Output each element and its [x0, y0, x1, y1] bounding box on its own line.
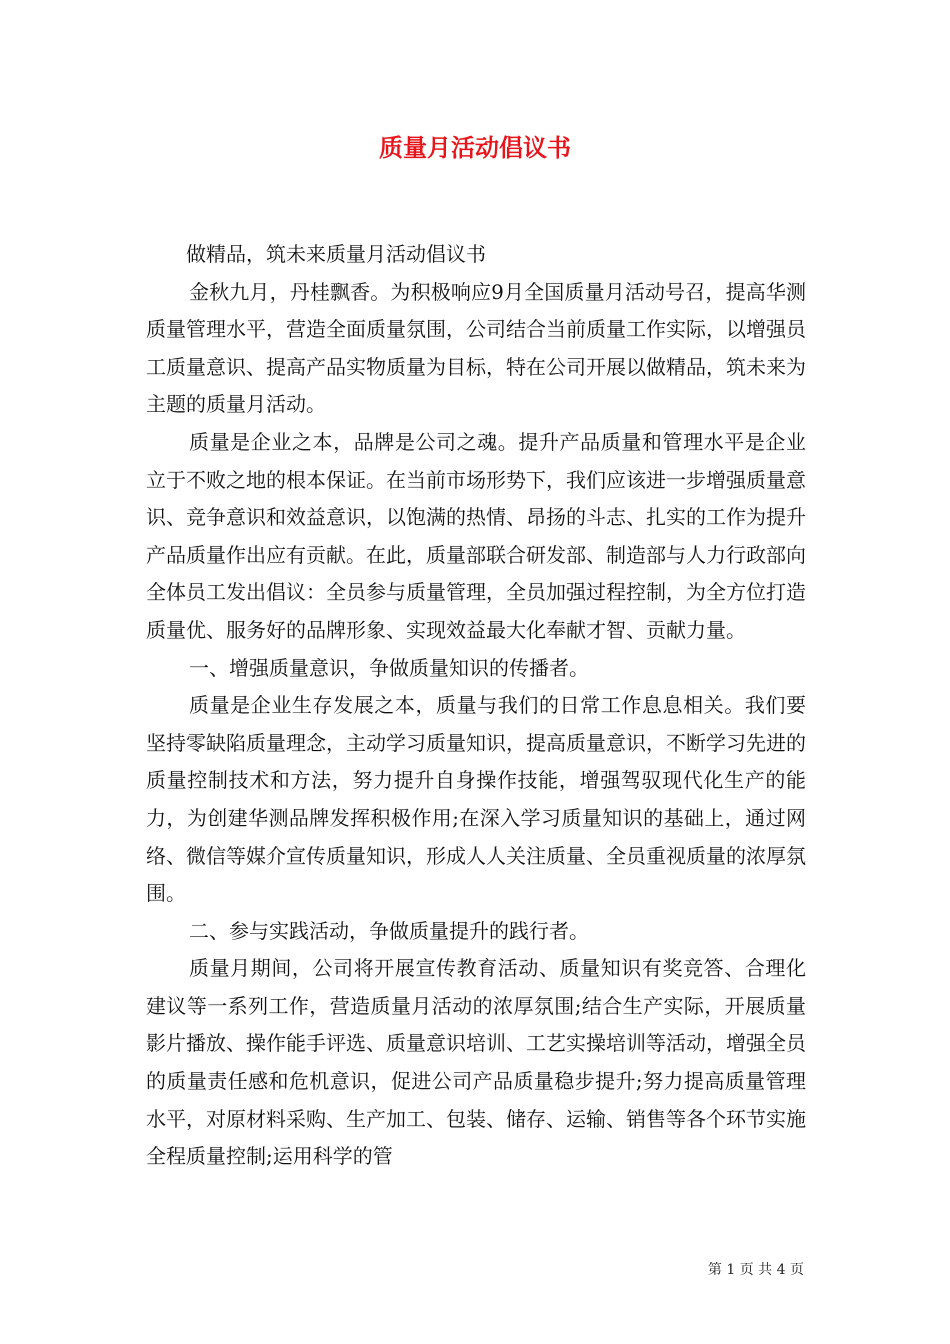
subtitle-paragraph: 做精品，筑未来质量月活动倡议书 — [186, 242, 486, 266]
document-body — [146, 236, 806, 1176]
document-title: 质量月活动倡议书 — [379, 133, 571, 162]
body-paragraph: 质量是企业生存发展之本，质量与我们的日常工作息息相关。我们要坚持零缺陷质量理念，主动学习质量知识，提高质量意识，不断学习先进的质量控制技术和方法，努力提升自身操作技能，增强驾驭现代化生产的能力，为创建华测品牌发挥积极作用;在深入学习质量知识的基础上，通过网络、微信等媒介宣传质量知识，形成人人关注质量、全员重视质量的浓厚氛围。 — [146, 693, 806, 906]
section-heading: 一、增强质量意识，争做质量知识的传播者。 — [189, 655, 589, 680]
body-paragraph: 质量是企业之本，品牌是公司之魂。提升产品质量和管理水平是企业立于不败之地的根本保证。在当前市场形势下，我们应该进一步增强质量意识、竞争意识和效益意识，以饱满的热情、昂扬的斗志、扎实的工作为提升产品质量作出应有贡献。在此，质量部联合研发部、制造部与人力行政部向全体员工发出倡议：全员参与质量管理，全员加强过程控制，为全方位打造质量优、服务好的品牌形象、实现效益最大化奉献才智、贡献力量。 — [146, 429, 806, 642]
section-heading: 二、参与实践活动，争做质量提升的践行者。 — [189, 918, 589, 943]
body-paragraph: 质量月期间，公司将开展宣传教育活动、质量知识有奖竞答、合理化建议等一系列工作，营造质量月活动的浓厚氛围;结合生产实际，开展质量影片播放、操作能手评选、质量意识培训、工艺实操培训等活动，增强全员的质量责任感和危机意识，促进公司产品质量稳步提升;努力提高质量管理水平，对原材料采购、生产加工、包装、储存、运输、销售等各个环节实施全程质量控制;运用科学的管 — [146, 956, 806, 1169]
body-paragraph: 金秋九月，丹桂飘香。为积极响应9月全国质量月活动号召，提高华测质量管理水平，营造全面质量氛围，公司结合当前质量工作实际，以增强员工质量意识、提高产品实物质量为目标，特在公司开展以做精品，筑未来为主题的质量月活动。 — [146, 279, 806, 417]
page-number-footer: 第 1 页 共 4 页 — [707, 1262, 804, 1278]
